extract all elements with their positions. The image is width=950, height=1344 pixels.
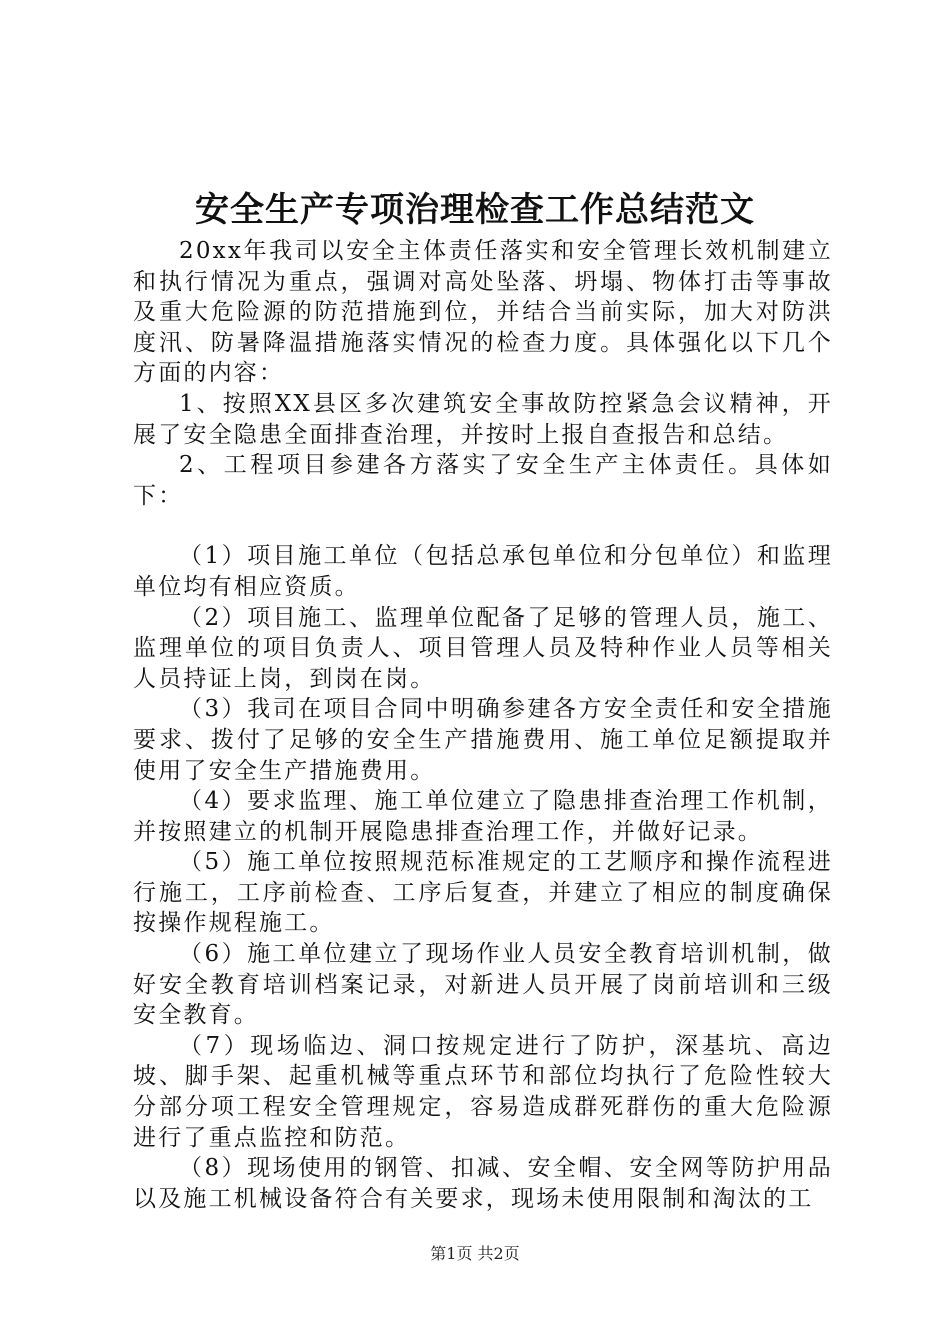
document-body <box>133 236 833 1214</box>
sub-item-3: （3）我司在项目合同中明确参建各方安全责任和安全措施要求、拨付了足够的安全生产措施费用、施工单位足额提取并使用了安全生产措施费用。 <box>133 696 833 784</box>
paragraph-item-2: 2、工程项目参建各方落实了安全生产主体责任。具体如下： <box>133 452 833 509</box>
sub-item-7: （7）现场临边、洞口按规定进行了防护，深基坑、高边坡、脚手架、起重机械等重点环节和部位均执行了危险性较大分部分项工程安全管理规定，容易造成群死群伤的重大危险源进行了重点监控和防范。 <box>133 1032 833 1151</box>
paragraph-item-1: 1、按照XX县区多次建筑安全事故防控紧急会议精神，开展了安全隐患全面排查治理，并按时上报自查报告和总结。 <box>133 390 833 448</box>
intro-paragraph: 20xx年我司以安全主体责任落实和安全管理长效机制建立和执行情况为重点，强调对高处坠落、坍塌、物体打击等事故及重大危险源的防范措施到位，并结合当前实际，加大对防洪度汛、防暑降温措施落实情况的检查力度。具体强化以下几个方面的内容： <box>133 238 833 387</box>
sub-item-6: （6）施工单位建立了现场作业人员安全教育培训机制，做好安全教育培训档案记录，对新进人员开展了岗前培训和三级安全教育。 <box>133 941 833 1029</box>
sub-item-4: （4）要求监理、施工单位建立了隐患排查治理工作机制，并按照建立的机制开展隐患排查治理工作，并做好记录。 <box>133 788 833 845</box>
document-title: 安全生产专项治理检查工作总结范文 <box>195 190 755 230</box>
page-number-footer: 第1页 共2页 <box>430 1244 520 1263</box>
sub-item-5: （5）施工单位按照规范标准规定的工艺顺序和操作流程进行施工，工序前检查、工序后复查，并建立了相应的制度确保按操作规程施工。 <box>133 849 833 937</box>
sub-item-2: （2）项目施工、监理单位配备了足够的管理人员，施工、监理单位的项目负责人、项目管理人员及特种作业人员等相关人员持证上岗，到岗在岗。 <box>133 604 833 692</box>
sub-item-8: （8）现场使用的钢管、扣减、安全帽、安全网等防护用品以及施工机械设备符合有关要求，现场未使用限制和淘汰的工 <box>133 1155 833 1212</box>
sub-item-1: （1）项目施工单位（包括总承包单位和分包单位）和监理单位均有相应资质。 <box>133 543 833 600</box>
